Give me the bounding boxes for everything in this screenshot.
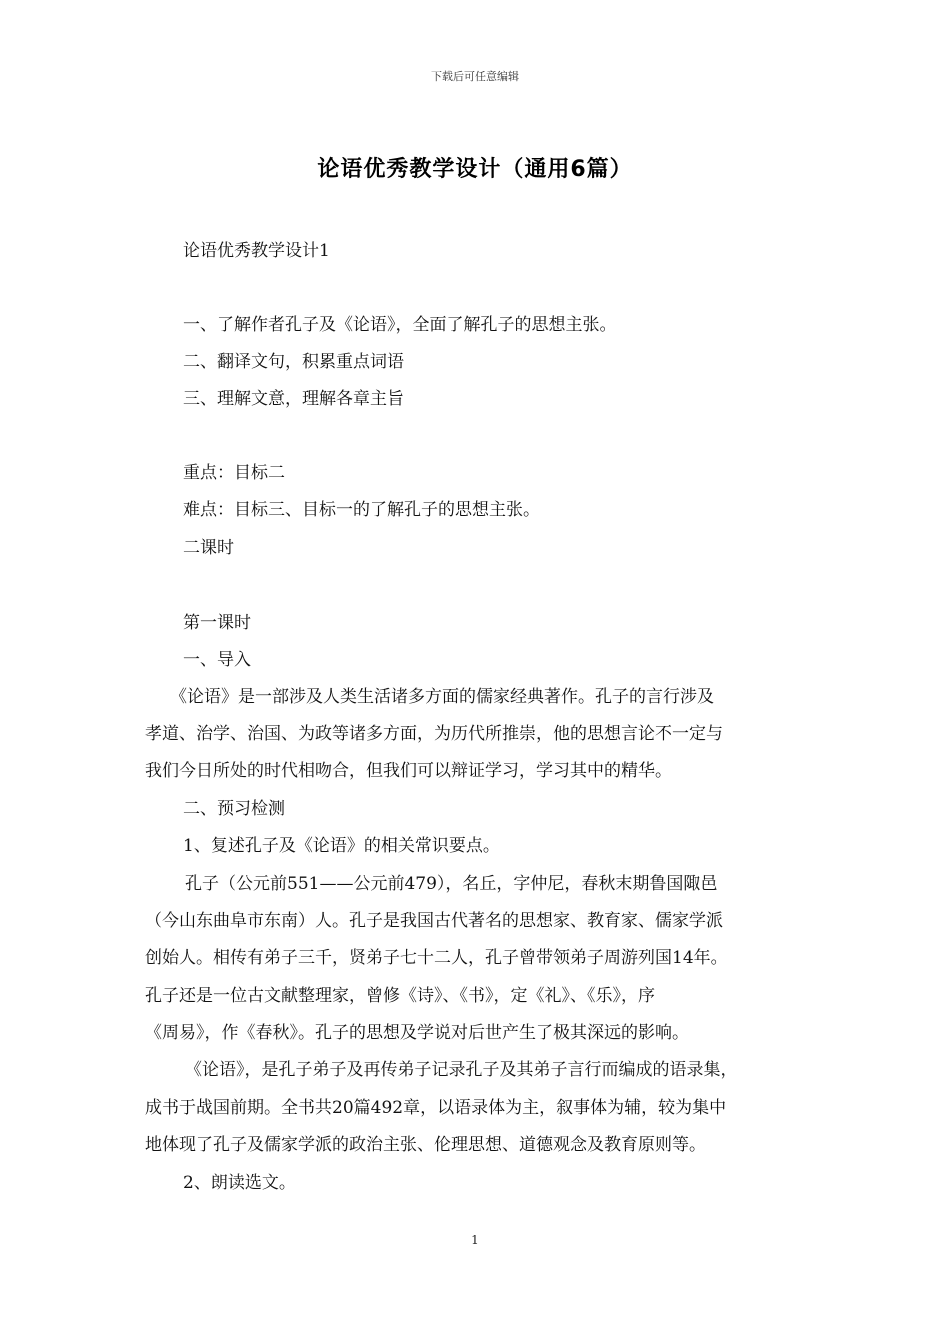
- confucius-paragraph-line: （今山东曲阜市东南）人。孔子是我国古代著名的思想家、教育家、儒家学派: [145, 911, 723, 931]
- intro-paragraph-line: 孝道、治学、治国、为政等诸多方面，为历代所推崇，他的思想言论不一定与: [145, 724, 723, 744]
- analects-paragraph-line: 地体现了孔子及儒家学派的政治主张、伦理思想、道德观念及教育原则等。: [145, 1135, 706, 1155]
- document-title: 论语优秀教学设计（通用6篇）: [317, 157, 633, 182]
- goal-1: 一、了解作者孔子及《论语》，全面了解孔子的思想主张。: [183, 315, 617, 335]
- section-heading: 论语优秀教学设计1: [183, 241, 330, 261]
- header-note: 下载后可任意编辑: [431, 70, 519, 83]
- analects-paragraph-line: 《论语》，是孔子弟子及再传弟子记录孔子及其弟子言行而编成的语录集，: [185, 1060, 738, 1080]
- analects-paragraph-line: 成书于战国前期。全书共20篇492章，以语录体为主，叙事体为辅，较为集中: [145, 1098, 727, 1118]
- item-1: 1、复述孔子及《论语》的相关常识要点。: [183, 836, 500, 856]
- confucius-paragraph-line: 创始人。相传有弟子三千，贤弟子七十二人，孔子曾带领弟子周游列国14年。: [145, 948, 728, 968]
- confucius-paragraph-line: 孔子（公元前551——公元前479），名丘，字仲尼，春秋末期鲁国陬邑: [185, 874, 718, 894]
- intro-paragraph-line: 《论语》是一部涉及人类生活诸多方面的儒家经典著作。孔子的言行涉及: [170, 687, 714, 707]
- goal-3: 三、理解文意，理解各章主旨: [183, 389, 404, 409]
- confucius-paragraph-line: 孔子还是一位古文献整理家，曾修《诗》、《书》，定《礼》、《乐》，序: [145, 986, 655, 1006]
- preview-heading: 二、预习检测: [183, 799, 285, 819]
- goal-2: 二、翻译文句，积累重点词语: [183, 352, 404, 372]
- key-point: 重点：目标二: [183, 463, 285, 483]
- class-hours: 二课时: [183, 538, 234, 558]
- intro-paragraph-line: 我们今日所处的时代相吻合，但我们可以辩证学习，学习其中的精华。: [145, 761, 672, 781]
- intro-heading: 一、导入: [183, 650, 251, 670]
- item-2: 2、朗读选文。: [183, 1173, 296, 1193]
- lesson-one-heading: 第一课时: [183, 613, 251, 633]
- page-number: 1: [471, 1233, 479, 1247]
- difficult-point: 难点：目标三、目标一的了解孔子的思想主张。: [183, 500, 540, 520]
- confucius-paragraph-line: 《周易》，作《春秋》。孔子的思想及学说对后世产生了极其深远的影响。: [145, 1023, 689, 1043]
